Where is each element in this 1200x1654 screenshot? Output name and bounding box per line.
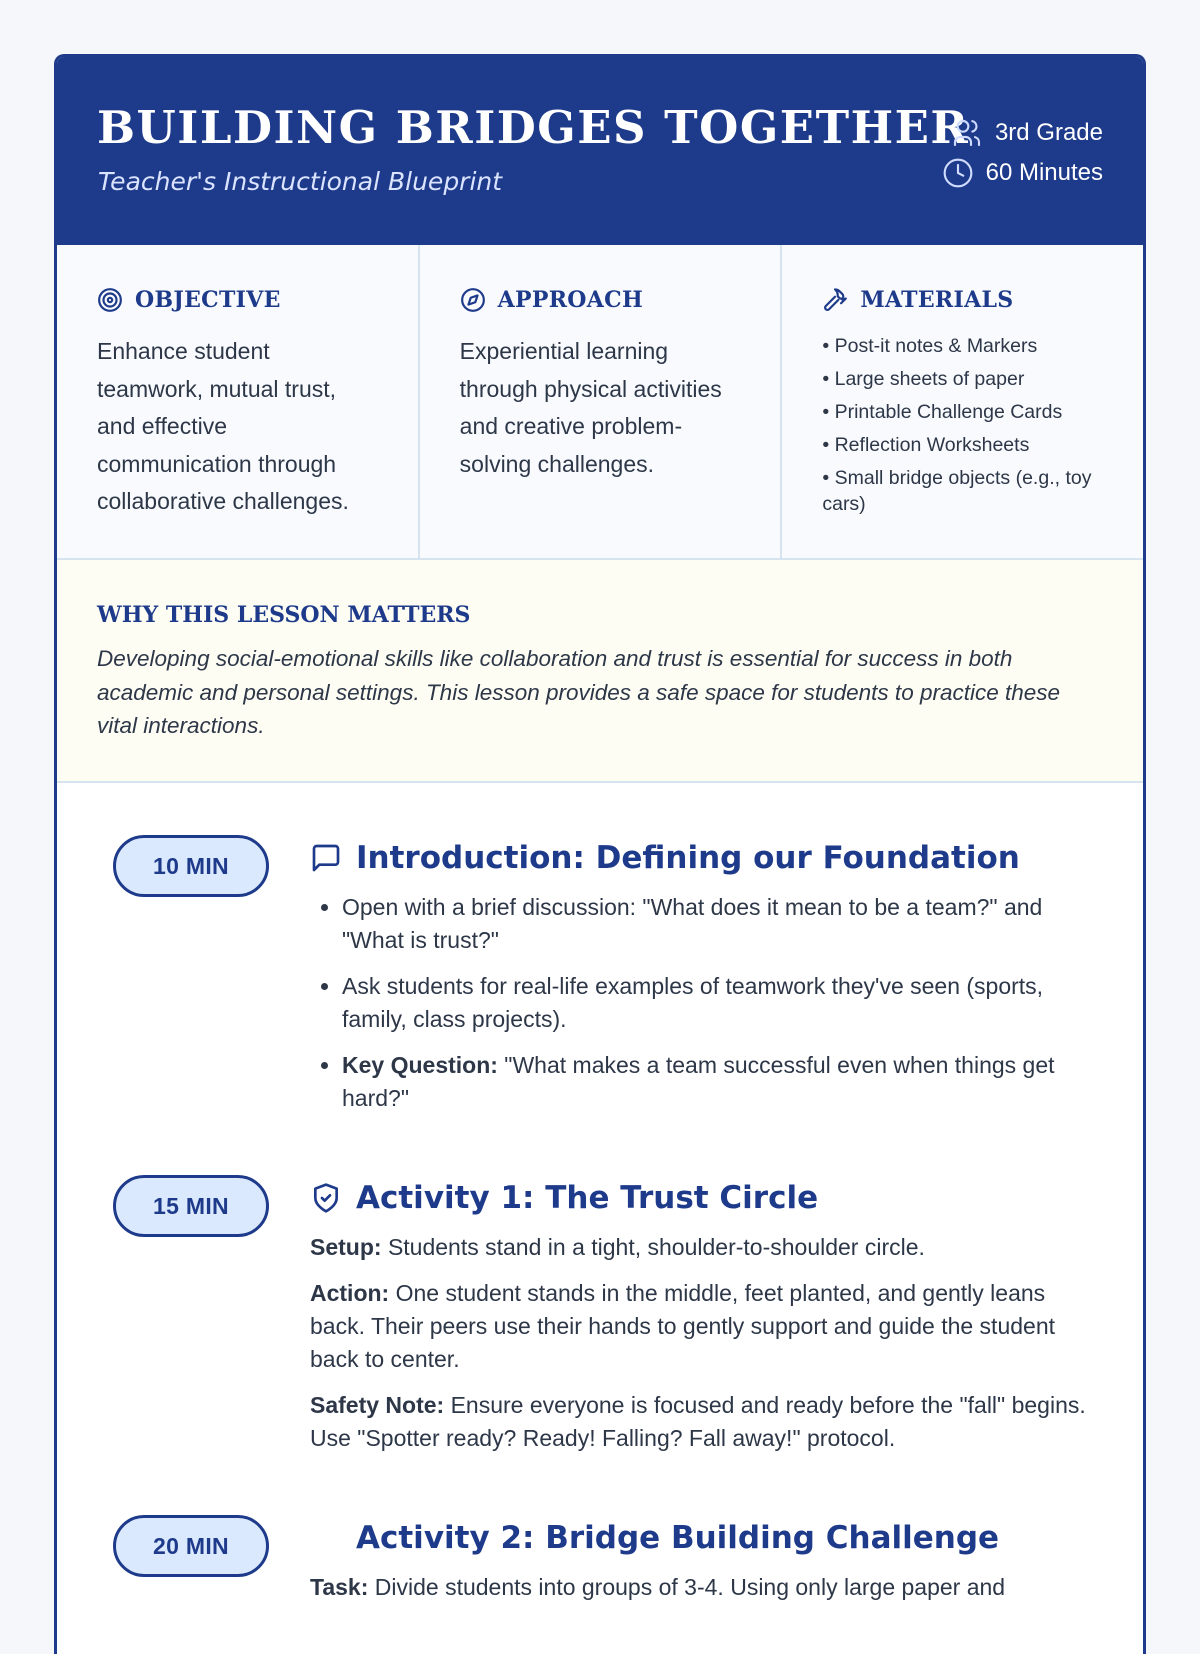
paragraph-label: Action: bbox=[310, 1280, 390, 1306]
paragraph-label: Task: bbox=[310, 1574, 369, 1600]
clock-icon bbox=[942, 157, 974, 189]
time-badge: 20 MIN bbox=[113, 1515, 269, 1577]
approach-title: APPROACH bbox=[497, 287, 644, 313]
header bbox=[57, 57, 1143, 245]
list-item: • Reflection Worksheets bbox=[822, 432, 1105, 458]
approach-panel bbox=[420, 245, 783, 558]
section-title: Activity 1: The Trust Circle bbox=[356, 1180, 819, 1216]
grade-meta bbox=[942, 113, 1103, 153]
paragraph-text: Students stand in a tight, shoulder-to-shoulder circle. bbox=[381, 1234, 925, 1260]
grade-label: 3rd Grade bbox=[994, 119, 1103, 146]
paragraph-label: Safety Note: bbox=[310, 1392, 445, 1418]
compass-icon bbox=[460, 287, 486, 313]
lesson-meta bbox=[942, 113, 1103, 193]
list-item bbox=[342, 891, 1100, 957]
paragraph-text: Divide students into groups of 3-4. Using only large paper and bbox=[368, 1574, 1006, 1600]
paragraph bbox=[310, 1277, 1100, 1376]
objective-text: Enhance student teamwork, mutual trust, and effective communication through collaborative challenges. bbox=[97, 338, 349, 514]
materials-list bbox=[822, 333, 1105, 517]
list-item: • Printable Challenge Cards bbox=[822, 399, 1105, 425]
info-grid bbox=[57, 245, 1143, 560]
why-text: Developing social-emotional skills like collaboration and trust is essential for success in both academic and personal settings. This lesson provides a safe space for students to practice these vital interactions. bbox=[97, 646, 1061, 738]
list-item: • Large sheets of paper bbox=[822, 366, 1105, 392]
objective-panel bbox=[57, 245, 420, 558]
target-icon bbox=[97, 287, 123, 313]
list-item bbox=[342, 1049, 1100, 1115]
bullet-text: Open with a brief discussion: "What does it mean to be a team?" and "What is trust?" bbox=[342, 894, 1043, 953]
why-title: WHY THIS LESSON MATTERS bbox=[97, 602, 471, 628]
section-title: Introduction: Defining our Foundation bbox=[356, 840, 1020, 876]
why-section bbox=[57, 560, 1143, 783]
duration-label: 60 Minutes bbox=[985, 159, 1103, 186]
time-badge: 15 MIN bbox=[113, 1175, 269, 1237]
objective-title: OBJECTIVE bbox=[135, 287, 281, 313]
list-item: • Small bridge objects (e.g., toy cars) bbox=[822, 465, 1105, 517]
time-badge: 10 MIN bbox=[113, 835, 269, 897]
section-title: Activity 2: Bridge Building Challenge bbox=[356, 1520, 1000, 1556]
paragraph-text: One student stands in the middle, feet planted, and gently leans back. Their peers use their hands to gently support and guide the student back to center. bbox=[310, 1280, 1056, 1372]
lesson-plan-card bbox=[54, 54, 1146, 1654]
materials-title: MATERIALS bbox=[860, 287, 1014, 313]
list-item bbox=[342, 970, 1100, 1036]
approach-text: Experiential learning through physical activities and creative problem-solving challenges. bbox=[459, 338, 722, 477]
page-title: BUILDING BRIDGES TOGETHER bbox=[97, 101, 970, 154]
bullet-label: Key Question: bbox=[342, 1052, 498, 1078]
paragraph-label: Setup: bbox=[310, 1234, 382, 1260]
paragraph-text: Ensure everyone is focused and ready before the "fall" begins. Use "Spotter ready? Ready! Falling? Fall away!" protocol. bbox=[310, 1392, 1086, 1451]
bullet-text: Ask students for real-life examples of teamwork they've seen (sports, family, class projects). bbox=[342, 973, 1044, 1032]
duration-meta bbox=[942, 153, 1103, 193]
hammer-icon bbox=[822, 287, 848, 313]
page-subtitle: Teacher's Instructional Blueprint bbox=[98, 167, 503, 196]
chat-bubble-icon bbox=[310, 842, 342, 874]
paragraph bbox=[310, 1571, 1100, 1604]
list-item: • Post-it notes & Markers bbox=[822, 333, 1105, 359]
shield-check-icon bbox=[310, 1182, 342, 1214]
bridge-icon bbox=[310, 1522, 342, 1554]
materials-panel bbox=[782, 245, 1143, 558]
users-icon bbox=[951, 117, 983, 149]
bullet-text: "What makes a team successful even when things get hard?" bbox=[342, 1052, 1055, 1111]
paragraph bbox=[310, 1389, 1100, 1455]
paragraph bbox=[310, 1231, 1100, 1264]
